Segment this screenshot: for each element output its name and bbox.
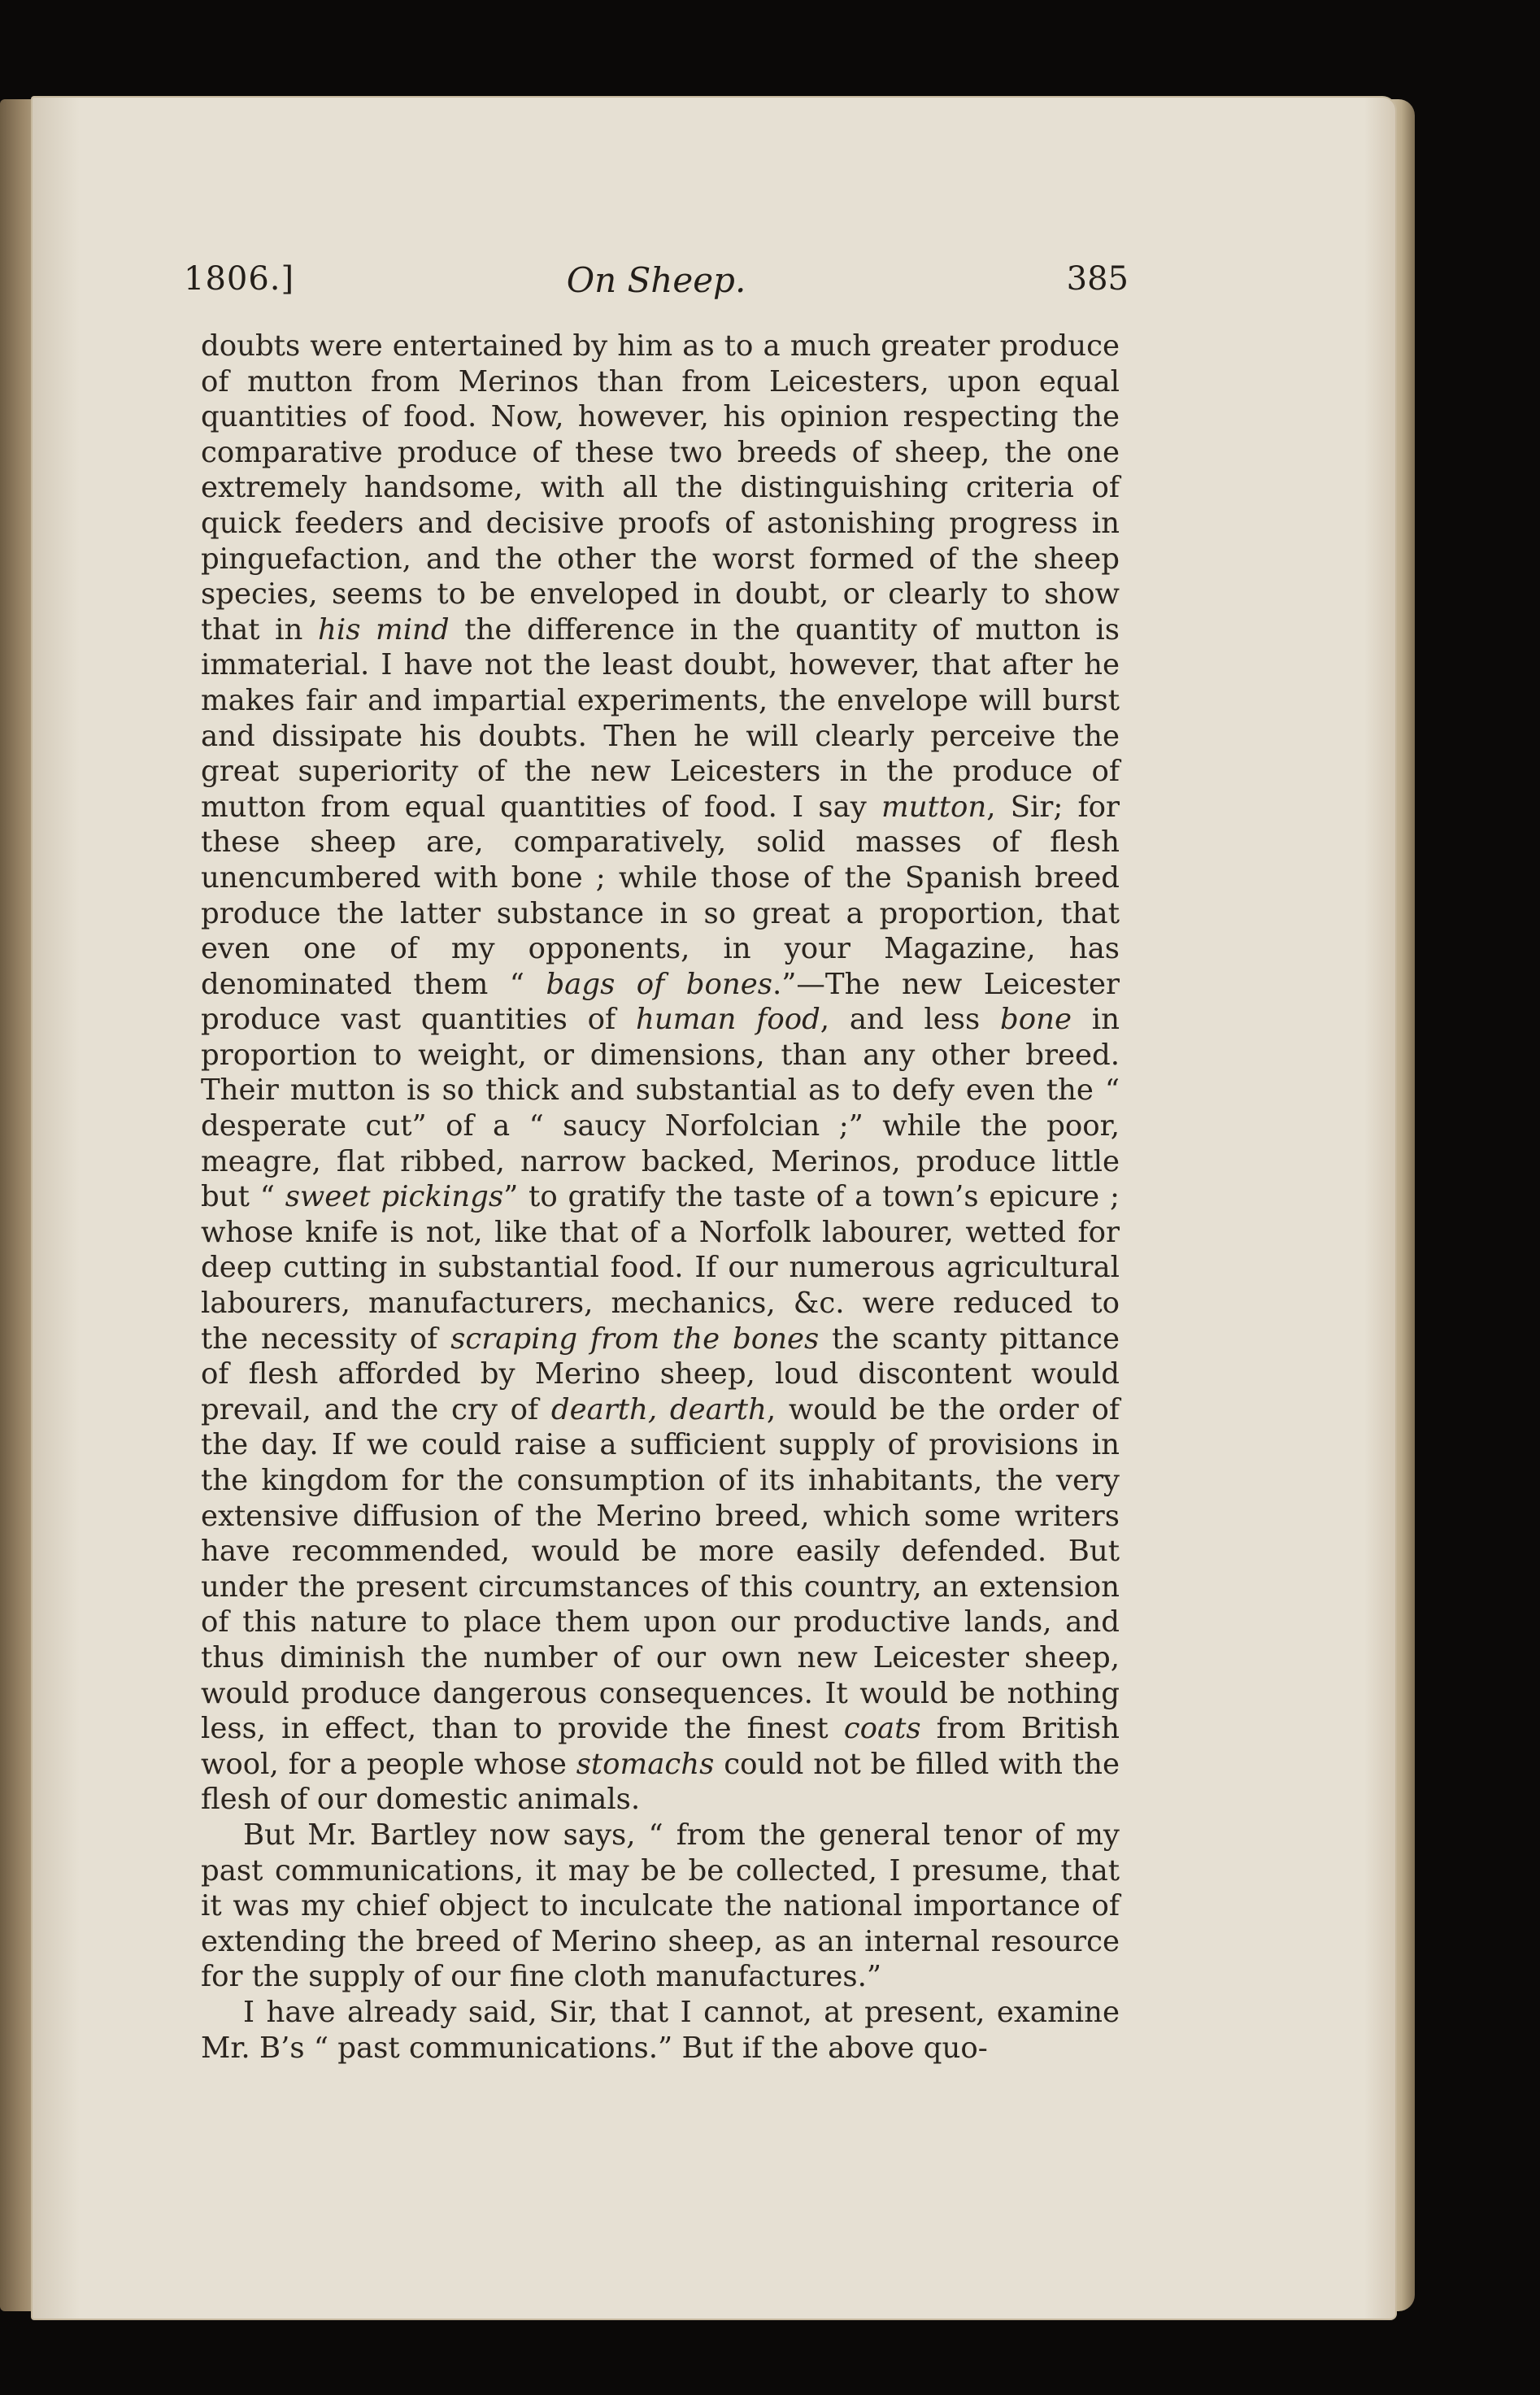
- body-text: [201, 329, 1120, 2066]
- page-number: 385: [1066, 260, 1129, 298]
- header-year: 1806.]: [184, 260, 295, 298]
- paragraph-1: doubts were entertained by him as to a much greater produce of mutton from Merinos than from Leicesters, upon equal quantities of food. Now, however, his opinion respecting the comparative produce of these two breeds of sheep, the one extremely handsome, with all the distinguishing criteria of quick feeders and decisive proofs of astonishing progress in pinguefaction, and the other the worst formed of the sheep species, seems to be enveloped in doubt, or clearly to show that in his mind the difference in the quantity of mutton is immaterial. I have not the least doubt, however, that after he makes fair and impartial experiments, the envelope will burst and dissipate his doubts. Then he will clearly perceive the great superiority of the new Leicesters in the produce of mutton from equal quantities of food. I say mutton, Sir; for these sheep are, comparatively, solid masses of flesh unencumbered with bone ; while those of the Spanish breed produce the latter substance in so great a proportion, that even one of my opponents, in your Magazine, has denominated them “ bags of bones.”—The new Leicester produce vast quantities of human food, and less bone in proportion to weight, or dimensions, than any other breed. Their mutton is so thick and substantial as to defy even the “ desperate cut” of a “ saucy Norfolcian ;” while the poor, meagre, flat ribbed, narrow backed, Merinos, produce little but “ sweet pickings” to gratify the taste of a town’s epicure ; whose knife is not, like that of a Norfolk labourer, wetted for deep cutting in substantial food. If our numerous agricultural labourers, manufacturers, mechanics, &c. were reduced to the necessity of scraping from the bones the scanty pittance of flesh afforded by Merino sheep, loud discontent would prevail, and the cry of dearth, dearth, would be the order of the day. If we could raise a sufficient supply of provisions in the kingdom for the consumption of its inhabitants, the very extensive diffusion of the Merino breed, which some writers have recommended, would be more easily defended. But under the present circumstances of this country, an extension of this nature to place them upon our productive lands, and thus diminish the number of our own new Leicester sheep, would produce dangerous consequences. It would be nothing less, in effect, than to provide the finest coats from British wool, for a people whose stomachs could not be filled with the flesh of our domestic animals.: [201, 329, 1120, 1817]
- header-title: On Sheep.: [566, 260, 746, 300]
- paragraph-2: But Mr. Bartley now says, “ from the general tenor of my past communications, it may be be collected, I presume, that it was my chief object to inculcate the national importance of extending the breed of Merino sheep, as an internal resource for the supply of our fine cloth manufactures.”: [201, 1818, 1120, 1994]
- paragraph-3: I have already said, Sir, that I cannot, at present, examine Mr. B’s “ past communications.” But if the above quo-: [201, 1995, 1120, 2065]
- running-head: [184, 260, 1129, 309]
